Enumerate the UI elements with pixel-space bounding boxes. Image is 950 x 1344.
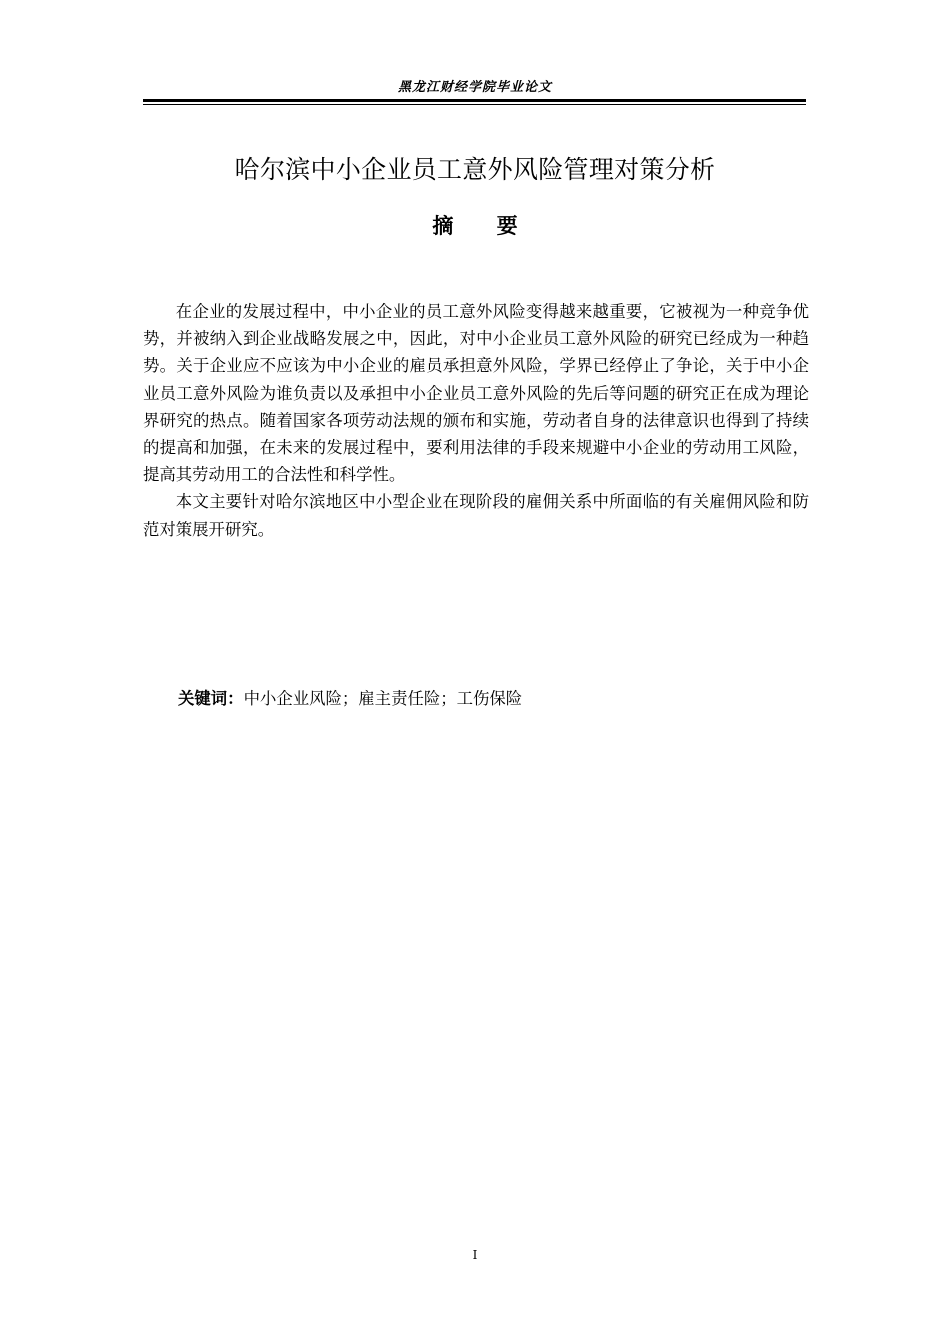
abstract-heading: 摘 要: [432, 214, 518, 238]
running-header: 黑龙江财经学院毕业论文: [397, 80, 552, 95]
header-rule-thick: [143, 99, 806, 102]
thesis-title: 哈尔滨中小企业员工意外风险管理对策分析: [234, 155, 716, 184]
keywords-line: [178, 685, 798, 712]
page-number: I: [472, 1248, 478, 1262]
header-rule-thin: [143, 104, 806, 105]
abstract-body: [143, 298, 809, 543]
abstract-paragraph-2: 本文主要针对哈尔滨地区中小型企业在现阶段的雇佣关系中所面临的有关雇佣风险和防范对策展开研究。: [143, 492, 809, 539]
abstract-paragraph-1: 在企业的发展过程中，中小企业的员工意外风险变得越来越重要，它被视为一种竞争优势，并被纳入到企业战略发展之中，因此，对中小企业员工意外风险的研究已经成为一种趋势。关于企业应不应该为中小企业的雇员承担意外风险，学界已经停止了争论，关于中小企业员工意外风险为谁负责以及承担中小企业员工意外风险的先后等问题的研究正在成为理论界研究的热点。随着国家各项劳动法规的颁布和实施，劳动者自身的法律意识也得到了持续的提高和加强，在未来的发展过程中，要利用法律的手段来规避中小企业的劳动用工风险，提高其劳动用工的合法性和科学性。: [143, 302, 809, 485]
keywords-label: 关键词：: [178, 689, 244, 708]
keywords-value: 中小企业风险；雇主责任险；工伤保险: [243, 689, 523, 708]
